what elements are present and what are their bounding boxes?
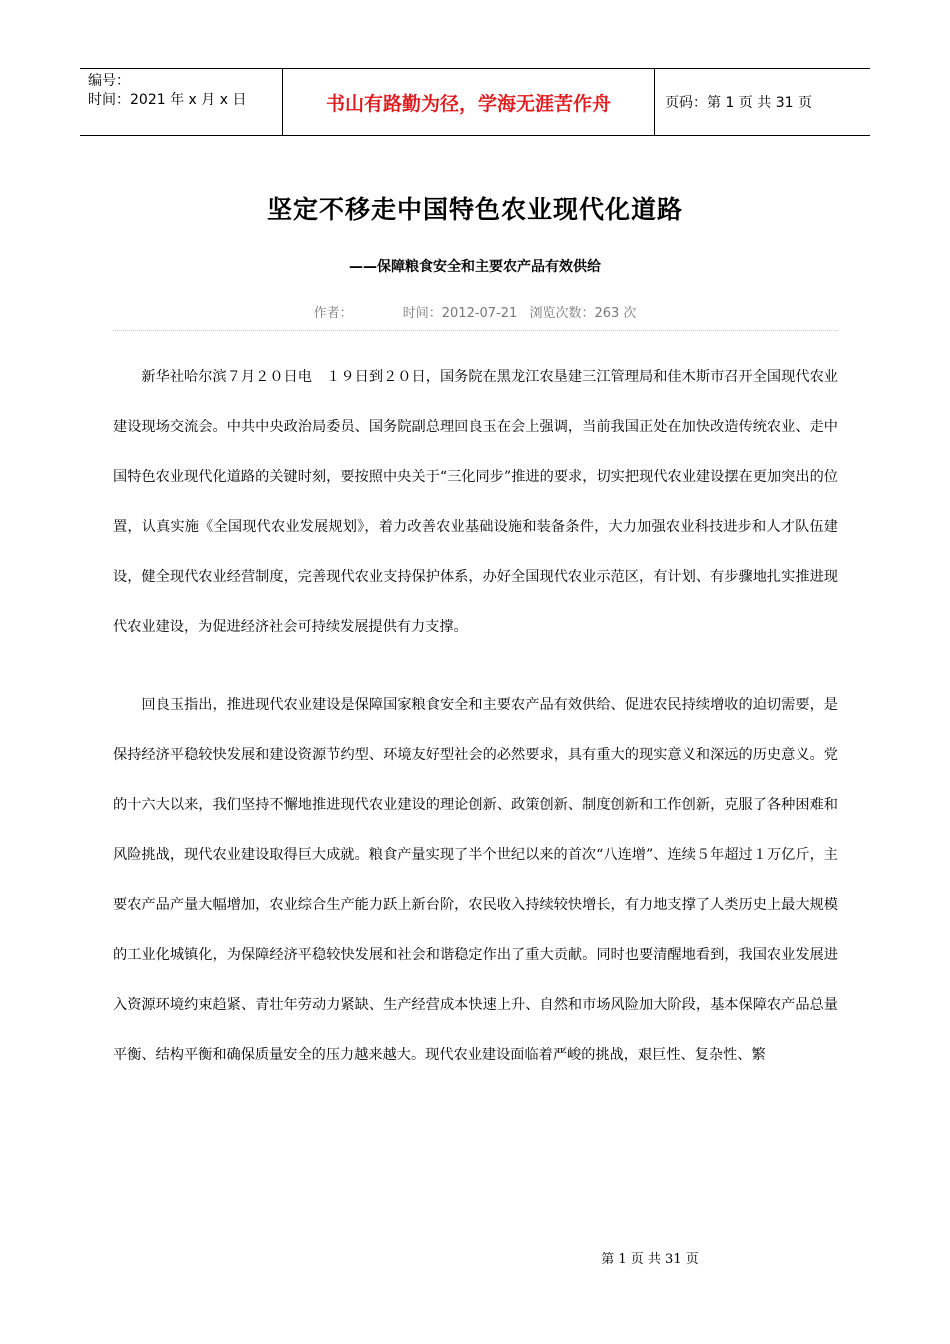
- article-paragraph: 新华社哈尔滨７月２０日电 １９日到２０日，国务院在黑龙江农垦建三江管理局和佳木斯市召开全国现代农业建设现场交流会。中共中央政治局委员、国务院副总理回良玉在会上强调，当前我国正处在加快改造传统农业、走中国特色农业现代化道路的关键时刻，要按照中央关于“三化同步”推进的要求，切实把现代农业建设摆在更加突出的位置，认真实施《全国现代农业发展规划》，着力改善农业基础设施和装备条件，大力加强农业科技进步和人才队伍建设，健全现代农业经营制度，完善现代农业支持保护体系，办好全国现代农业示范区，有计划、有步骤地扎实推进现代农业建设，为促进经济社会可持续发展提供有力支撑。: [113, 369, 838, 635]
- header-motto: 书山有路勤为径，学海无涯苦作舟: [282, 69, 655, 135]
- article-paragraph: 回良玉指出，推进现代农业建设是保障国家粮食安全和主要农产品有效供给、促进农民持续增收的迫切需要，是保持经济平稳较快发展和建设资源节约型、环境友好型社会的必然要求，具有重大的现实意义和深远的历史意义。党的十六大以来，我们坚持不懈地推进现代农业建设的理论创新、政策创新、制度创新和工作创新，克服了各种困难和风险挑战，现代农业建设取得巨大成就。粮食产量实现了半个世纪以来的首次“八连增”、连续５年超过１万亿斤，主要农产品产量大幅增加，农业综合生产能力跃上新台阶，农民收入持续较快增长，有力地支撑了人类历史上最大规模的工业化城镇化，为保障经济平稳较快发展和社会和谐稳定作出了重大贡献。同时也要清醒地看到，我国农业发展进入资源环境约束趋紧、青壮年劳动力紧缺、生产经营成本快速上升、自然和市场风险加大阶段，基本保障农产品总量平衡、结构平衡和确保质量安全的压力越来越大。现代农业建设面临着严峻的挑战，艰巨性、复杂性、繁: [113, 697, 838, 1063]
- article-subtitle: ——保障粮食安全和主要农产品有效供给: [349, 259, 601, 275]
- article-time: 时间：2012-07-21: [402, 306, 518, 321]
- meta-divider: [113, 330, 838, 331]
- article-title: 坚定不移走中国特色农业现代化道路: [266, 195, 683, 224]
- article-views: 浏览次数：263 次: [529, 306, 637, 321]
- page-footer: 第 1 页 共 31 页: [601, 1252, 699, 1267]
- article-body: [113, 352, 838, 1080]
- article-author: 作者：: [313, 306, 353, 321]
- document-time-label: 时间：2021 年 x 月 x 日: [88, 92, 247, 108]
- header-info-cell: [80, 69, 282, 135]
- document-code-label: 编号：: [88, 73, 130, 89]
- article-meta: [0, 302, 950, 321]
- header-page-info: 页码：第 1 页 共 31 页: [665, 95, 812, 111]
- document-header: [80, 68, 870, 136]
